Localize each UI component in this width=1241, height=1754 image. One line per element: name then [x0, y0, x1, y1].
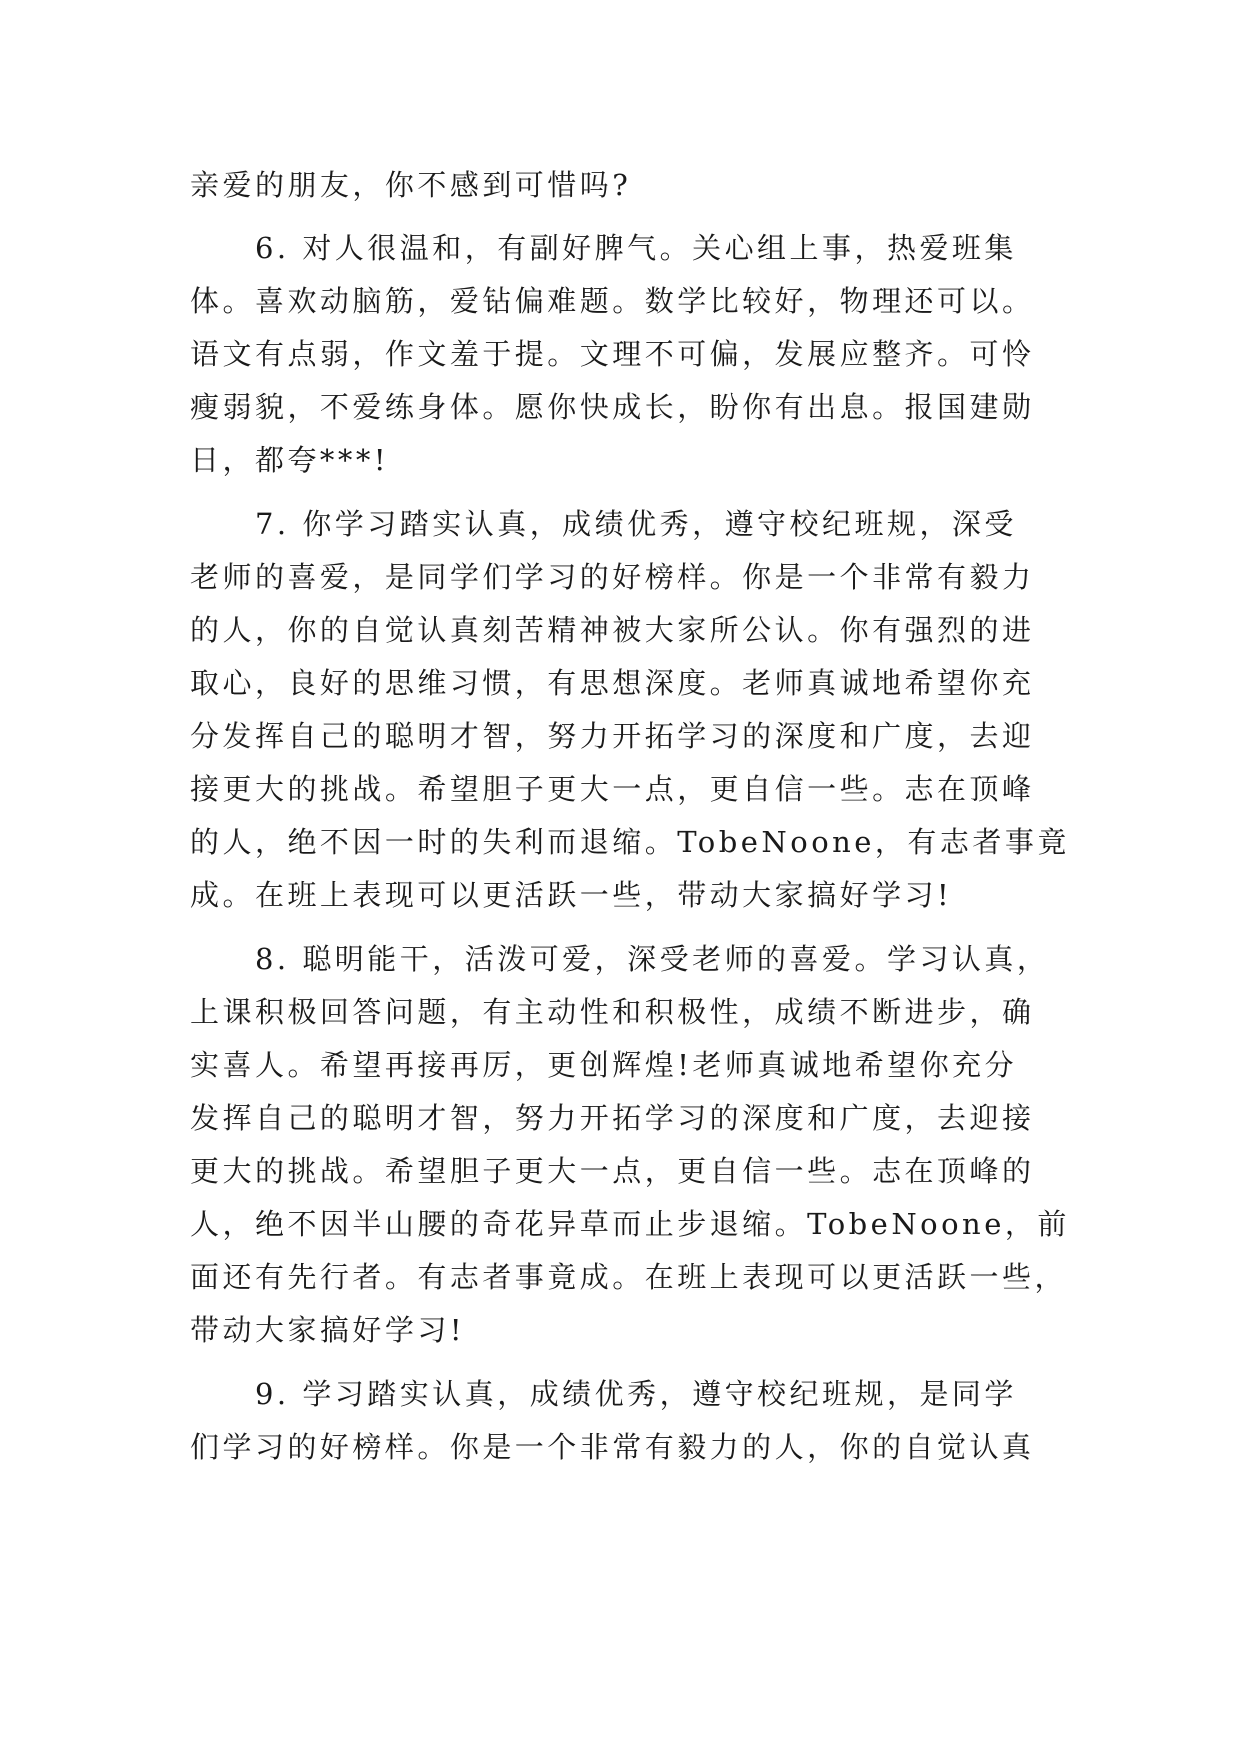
text-line: 取心，良好的思维习惯，有思想深度。老师真诚地希望你充 [190, 666, 1035, 700]
text-line: 更大的挑战。希望胆子更大一点，更自信一些。志在顶峰的 [190, 1154, 1035, 1188]
text-line: 带动大家搞好学习! [190, 1313, 465, 1347]
paragraph-8-first-line: 8. 聪明能干，活泼可爱，深受老师的喜爱。学习认真， [255, 942, 1050, 976]
text-line: 分发挥自己的聪明才智，努力开拓学习的深度和广度，去迎 [190, 719, 1035, 753]
paragraph-7-first-line: 7. 你学习踏实认真，成绩优秀，遵守校纪班规，深受 [255, 507, 1017, 541]
text-line: 老师的喜爱，是同学们学习的好榜样。你是一个非常有毅力 [190, 560, 1035, 594]
text-line: 上课积极回答问题，有主动性和积极性，成绩不断进步，确 [190, 995, 1035, 1029]
text-line: 实喜人。希望再接再厉，更创辉煌!老师真诚地希望你充分 [190, 1048, 1018, 1082]
text-line: 发挥自己的聪明才智，努力开拓学习的深度和广度，去迎接 [190, 1101, 1035, 1135]
paragraph-6-first-line: 6. 对人很温和，有副好脾气。关心组上事，热爱班集 [255, 231, 1017, 265]
text-line: 的人，你的自觉认真刻苦精神被大家所公认。你有强烈的进 [190, 613, 1035, 647]
text-line: 们学习的好榜样。你是一个非常有毅力的人，你的自觉认真 [190, 1430, 1035, 1464]
text-line: 语文有点弱，作文羞于提。文理不可偏，发展应整齐。可怜 [190, 337, 1035, 371]
text-line: 体。喜欢动脑筋，爱钻偏难题。数学比较好，物理还可以。 [190, 284, 1035, 318]
paragraph-9-first-line: 9. 学习踏实认真，成绩优秀，遵守校纪班规，是同学 [255, 1377, 1017, 1411]
text-line: 接更大的挑战。希望胆子更大一点，更自信一些。志在顶峰 [190, 772, 1035, 806]
text-line: 亲爱的朋友，你不感到可惜吗? [190, 168, 632, 202]
text-line: 人，绝不因半山腰的奇花异草而止步退缩。TobeNoone，前 [190, 1207, 1070, 1241]
text-line: 瘦弱貌，不爱练身体。愿你快成长，盼你有出息。报国建勋 [190, 390, 1035, 424]
text-line: 面还有先行者。有志者事竟成。在班上表现可以更活跃一些， [190, 1260, 1067, 1294]
text-line: 成。在班上表现可以更活跃一些，带动大家搞好学习! [190, 878, 953, 912]
text-line: 日，都夸***! [190, 443, 389, 477]
text-line: 的人，绝不因一时的失利而退缩。TobeNoone，有志者事竟 [190, 825, 1070, 859]
